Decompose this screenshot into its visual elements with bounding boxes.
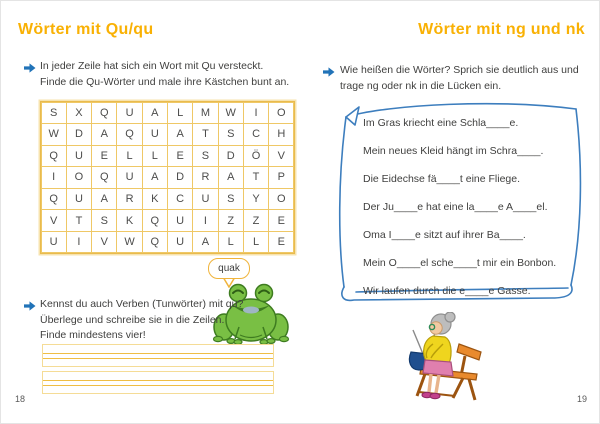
letter-grid	[40, 101, 295, 254]
instruction-arrow-icon	[24, 301, 36, 311]
grid-cell: S	[91, 209, 117, 232]
grid-cell: O	[268, 102, 294, 125]
grid-cell: L	[116, 145, 142, 168]
grid-cell: Q	[41, 145, 67, 168]
grid-cell: C	[167, 188, 193, 211]
grid-cell: T	[243, 166, 269, 189]
instruction-line: Finde mindestens vier!	[40, 329, 146, 341]
grid-cell: Z	[218, 209, 244, 232]
grid-cell: S	[218, 123, 244, 146]
instruction-arrow-icon	[24, 63, 36, 73]
grid-cell: Q	[142, 231, 168, 254]
page-title-left: Wörter mit Qu/qu	[18, 21, 154, 38]
instruction-line: In jeder Zeile hat sich ein Wort mit Qu versteckt.	[40, 60, 264, 72]
fill-in-sentence: Der Ju____e hat eine la____e A____el.	[363, 201, 548, 213]
grid-cell: R	[116, 188, 142, 211]
page-number-left: 18	[15, 394, 26, 404]
grid-cell: V	[268, 145, 294, 168]
writing-lines-1	[42, 344, 274, 367]
grid-cell: S	[192, 145, 218, 168]
fill-in-sentence: Wir laufen durch die e____e Gasse.	[363, 285, 531, 297]
grid-cell: K	[116, 209, 142, 232]
grid-cell: X	[66, 102, 92, 125]
grid-cell: Q	[41, 188, 67, 211]
instruction-left-1	[40, 59, 289, 90]
fill-in-sentence: Die Eidechse fä____t eine Fliege.	[363, 173, 521, 185]
grid-cell: U	[66, 188, 92, 211]
fill-in-sentence: Mein neues Kleid hängt im Schra____.	[363, 145, 544, 157]
grid-cell: I	[243, 102, 269, 125]
grid-cell: W	[116, 231, 142, 254]
instruction-line: Finde die Qu-Wörter und male ihre Kästchen bunt an.	[40, 75, 290, 88]
grid-cell: W	[41, 123, 67, 146]
grid-cell: A	[192, 231, 218, 254]
fill-in-sentence: Mein O____el sche____t mir ein Bonbon.	[363, 257, 557, 269]
grid-cell: T	[192, 123, 218, 146]
grid-cell: U	[167, 231, 193, 254]
granny-illustration	[403, 312, 487, 404]
instruction-line: trage ng oder nk in die Lücken ein.	[340, 79, 502, 92]
grid-cell: D	[167, 166, 193, 189]
grid-cell: U	[142, 123, 168, 146]
grid-cell: U	[192, 188, 218, 211]
fill-in-sentence: Oma I____e sitzt auf ihrer Ba____.	[363, 229, 526, 241]
grid-cell: Q	[91, 166, 117, 189]
grid-cell: A	[142, 166, 168, 189]
instruction-right	[340, 63, 579, 94]
grid-cell: R	[192, 166, 218, 189]
grid-cell: S	[41, 102, 67, 125]
grid-cell: A	[218, 166, 244, 189]
grid-cell: E	[268, 231, 294, 254]
grid-cell: V	[41, 209, 67, 232]
grid-cell: D	[218, 145, 244, 168]
instruction-arrow-icon	[323, 67, 335, 77]
grid-cell: A	[91, 123, 117, 146]
page-title-right: Wörter mit ng und nk	[418, 21, 585, 38]
grid-cell: I	[192, 209, 218, 232]
grid-cell: U	[116, 102, 142, 125]
grid-cell: L	[243, 231, 269, 254]
grid-cell: S	[218, 188, 244, 211]
grid-cell: A	[91, 188, 117, 211]
grid-cell: U	[41, 231, 67, 254]
grid-cell: O	[268, 188, 294, 211]
grid-cell: L	[218, 231, 244, 254]
grid-cell: E	[91, 145, 117, 168]
instruction-line: Überlege und schreibe sie in die Zeilen.	[40, 313, 225, 326]
instruction-line: Wie heißen die Wörter? Sprich sie deutlich aus und	[340, 64, 579, 76]
grid-cell: H	[268, 123, 294, 146]
grid-cell: E	[167, 145, 193, 168]
grid-cell: V	[91, 231, 117, 254]
page-number-right: 19	[576, 394, 587, 404]
grid-cell: C	[243, 123, 269, 146]
grid-cell: Q	[142, 209, 168, 232]
grid-cell: Y	[243, 188, 269, 211]
speech-bubble: quak	[208, 258, 250, 279]
grid-cell: Q	[116, 123, 142, 146]
grid-cell: I	[41, 166, 67, 189]
writing-lines-2	[42, 371, 274, 394]
fill-in-sentence: Im Gras kriecht eine Schla____e.	[363, 117, 519, 129]
grid-cell: D	[66, 123, 92, 146]
grid-cell: O	[66, 166, 92, 189]
grid-cell: U	[66, 145, 92, 168]
grid-cell: Z	[243, 209, 269, 232]
instruction-line: Kennst du auch Verben (Tunwörter) mit qu?	[40, 298, 244, 310]
grid-cell: Ö	[243, 145, 269, 168]
grid-cell: E	[268, 209, 294, 232]
instruction-left-2	[40, 297, 243, 344]
grid-cell: U	[116, 166, 142, 189]
grid-cell: I	[66, 231, 92, 254]
grid-cell: L	[167, 102, 193, 125]
grid-cell: P	[268, 166, 294, 189]
grid-cell: A	[142, 102, 168, 125]
sentence-list	[363, 109, 580, 305]
grid-cell: Q	[91, 102, 117, 125]
sentence-scroll	[330, 92, 588, 307]
grid-cell: K	[142, 188, 168, 211]
grid-cell: M	[192, 102, 218, 125]
grid-cell: W	[218, 102, 244, 125]
grid-cell: L	[142, 145, 168, 168]
grid-cell: T	[66, 209, 92, 232]
grid-cell: A	[167, 123, 193, 146]
grid-cell: U	[167, 209, 193, 232]
